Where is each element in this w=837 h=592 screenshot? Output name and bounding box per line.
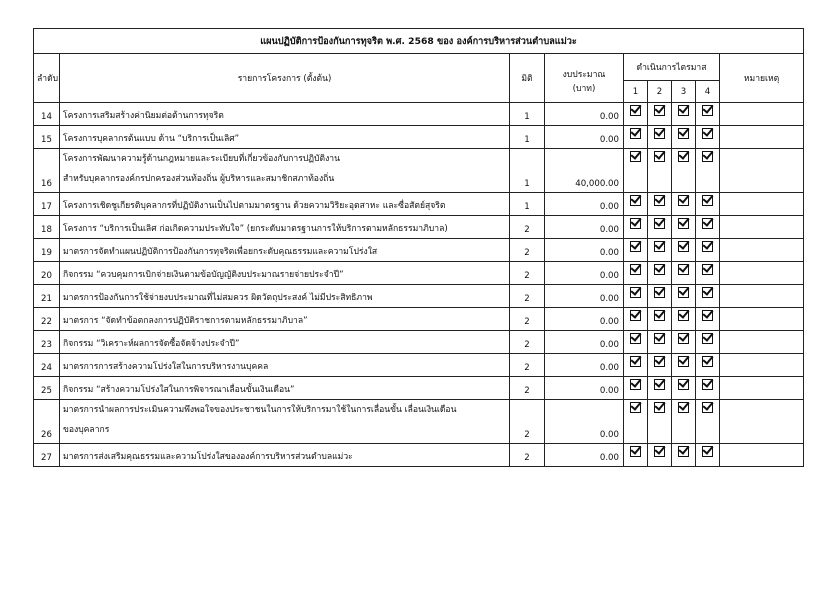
checked-box-icon — [678, 195, 689, 206]
remark-cell — [720, 331, 804, 354]
quarter-q2-cell — [648, 308, 672, 331]
table-row — [34, 126, 804, 149]
quarter-q2-cell — [648, 103, 672, 126]
row-number: 18 — [34, 216, 60, 239]
project-name-line: โครงการ “บริการเป็นเลิศ ก่อเกิดความประทับใจ” (ยกระดับมาตรฐานการให้บริการตามหลักธรรมาภิบาล) — [63, 224, 448, 234]
checked-box-icon — [678, 105, 689, 116]
quarter-q2-cell — [648, 239, 672, 262]
table-row — [34, 331, 804, 354]
checked-box-icon — [654, 218, 665, 229]
checked-box-icon — [630, 356, 641, 367]
quarter-q1-cell — [624, 216, 648, 239]
remark-cell — [720, 193, 804, 216]
quarter-q4-cell — [696, 285, 720, 308]
project-name-line: กิจกรรม “วิเคราะห์ผลการจัดซื้อจัดจ้างประจำปี” — [63, 339, 240, 349]
quarter-q3-cell — [672, 377, 696, 400]
checked-box-icon — [702, 105, 713, 116]
remark-cell — [720, 126, 804, 149]
budget-value: 0.00 — [545, 377, 624, 400]
remark-cell — [720, 285, 804, 308]
remark-cell — [720, 377, 804, 400]
checked-box-icon — [702, 218, 713, 229]
quarter-q3-cell — [672, 262, 696, 285]
row-number: 19 — [34, 239, 60, 262]
checked-box-icon — [678, 218, 689, 229]
checked-box-icon — [678, 446, 689, 457]
quarter-q4-cell — [696, 193, 720, 216]
row-number: 15 — [34, 126, 60, 149]
project-name — [60, 400, 510, 444]
remark-cell — [720, 262, 804, 285]
header-q2: 2 — [648, 81, 672, 103]
budget-value: 0.00 — [545, 444, 624, 467]
dimension-value: 1 — [510, 126, 545, 149]
project-name — [60, 308, 510, 331]
row-number: 17 — [34, 193, 60, 216]
checked-box-icon — [630, 287, 641, 298]
table-row — [34, 149, 804, 193]
quarter-q3-cell — [672, 354, 696, 377]
checked-box-icon — [654, 310, 665, 321]
quarter-q4-cell — [696, 126, 720, 149]
checked-box-icon — [654, 402, 665, 413]
quarter-q3-cell — [672, 216, 696, 239]
dimension-value: 2 — [510, 331, 545, 354]
quarter-q1-cell — [624, 308, 648, 331]
dimension-value: 1 — [510, 193, 545, 216]
checked-box-icon — [630, 402, 641, 413]
quarter-q1-cell — [624, 377, 648, 400]
document-sheet — [33, 28, 803, 467]
quarter-q3-cell — [672, 239, 696, 262]
checked-box-icon — [630, 241, 641, 252]
table-row — [34, 354, 804, 377]
remark-cell — [720, 216, 804, 239]
table-row — [34, 308, 804, 331]
project-name — [60, 354, 510, 377]
row-number: 22 — [34, 308, 60, 331]
quarter-q2-cell — [648, 149, 672, 193]
quarter-q4-cell — [696, 400, 720, 444]
quarter-q2-cell — [648, 377, 672, 400]
checked-box-icon — [702, 287, 713, 298]
checked-box-icon — [630, 446, 641, 457]
project-name-line: โครงการบุคลากรต้นแบบ ด้าน “บริการเป็นเลิศ” — [63, 134, 240, 144]
quarter-q3-cell — [672, 126, 696, 149]
checked-box-icon — [702, 402, 713, 413]
quarter-q2-cell — [648, 126, 672, 149]
project-name — [60, 331, 510, 354]
dimension-value: 2 — [510, 239, 545, 262]
remark-cell — [720, 103, 804, 126]
remark-cell — [720, 354, 804, 377]
checked-box-icon — [702, 195, 713, 206]
quarter-q1-cell — [624, 193, 648, 216]
quarter-q2-cell — [648, 331, 672, 354]
quarter-q3-cell — [672, 193, 696, 216]
checked-box-icon — [702, 446, 713, 457]
quarter-q3-cell — [672, 308, 696, 331]
remark-cell — [720, 444, 804, 467]
project-name-line: มาตรการส่งเสริมคุณธรรมและความโปร่งใสขององค์การบริหารส่วนตำบลแม่วะ — [63, 452, 353, 462]
project-name-line: มาตรการนำผลการประเมินความพึงพอใจของประชาชนในการให้บริการมาใช้ในการเลื่อนขั้น เลื่อนเงินเดือน — [63, 405, 457, 415]
project-name — [60, 103, 510, 126]
dimension-value: 2 — [510, 308, 545, 331]
quarter-q4-cell — [696, 377, 720, 400]
checked-box-icon — [702, 310, 713, 321]
checked-box-icon — [702, 128, 713, 139]
quarter-q2-cell — [648, 400, 672, 444]
quarter-q2-cell — [648, 354, 672, 377]
checked-box-icon — [654, 379, 665, 390]
quarter-q3-cell — [672, 331, 696, 354]
project-name-line: โครงการพัฒนาความรู้ด้านกฎหมายและระเบียบที่เกี่ยวข้องกับการปฏิบัติงาน — [63, 154, 340, 164]
checked-box-icon — [630, 379, 641, 390]
row-number: 26 — [34, 400, 60, 444]
project-name — [60, 262, 510, 285]
quarter-q4-cell — [696, 216, 720, 239]
checked-box-icon — [702, 241, 713, 252]
checked-box-icon — [702, 264, 713, 275]
checked-box-icon — [678, 128, 689, 139]
row-number: 16 — [34, 149, 60, 193]
remark-cell — [720, 239, 804, 262]
project-name-line: มาตรการป้องกันการใช้จ่ายงบประมาณที่ไม่สมควร ผิดวัตถุประสงค์ ไม่มีประสิทธิภาพ — [63, 293, 373, 303]
project-name — [60, 216, 510, 239]
checked-box-icon — [630, 264, 641, 275]
quarter-q3-cell — [672, 444, 696, 467]
quarter-q2-cell — [648, 216, 672, 239]
quarter-q1-cell — [624, 149, 648, 193]
project-name — [60, 193, 510, 216]
table-row — [34, 193, 804, 216]
dimension-value: 2 — [510, 262, 545, 285]
header-dimension: มิติ — [510, 54, 545, 103]
row-number: 25 — [34, 377, 60, 400]
project-name-line: กิจกรรม “สร้างความโปร่งใสในการพิจารณาเลื่อนขั้นเงินเดือน” — [63, 385, 295, 395]
plan-table — [33, 28, 804, 467]
checked-box-icon — [678, 333, 689, 344]
budget-value: 0.00 — [545, 400, 624, 444]
quarter-q1-cell — [624, 444, 648, 467]
project-name — [60, 377, 510, 400]
checked-box-icon — [702, 151, 713, 162]
dimension-value: 2 — [510, 354, 545, 377]
checked-box-icon — [630, 151, 641, 162]
quarter-q4-cell — [696, 103, 720, 126]
budget-value: 0.00 — [545, 354, 624, 377]
checked-box-icon — [678, 310, 689, 321]
dimension-value: 1 — [510, 149, 545, 193]
quarter-q1-cell — [624, 262, 648, 285]
project-name-line: มาตรการ “จัดทำข้อตกลงการปฏิบัติราชการตามหลักธรรมาภิบาล” — [63, 316, 308, 326]
budget-value: 0.00 — [545, 193, 624, 216]
table-row — [34, 239, 804, 262]
project-name-line: โครงการเชิดชูเกียรติบุคลากรที่ปฏิบัติงานเป็นไปตามมาตรฐาน ด้วยความวิริยะอุตสาหะ และซื่อสัตย์สุจริต — [63, 201, 446, 211]
row-number: 14 — [34, 103, 60, 126]
quarter-q4-cell — [696, 149, 720, 193]
plan-rows — [34, 103, 804, 467]
checked-box-icon — [678, 287, 689, 298]
project-name-line: มาตรการจัดทำแผนปฏิบัติการป้องกันการทุจริตเพื่อยกระดับคุณธรรมและความโปร่งใส — [63, 247, 378, 257]
checked-box-icon — [678, 241, 689, 252]
quarter-q2-cell — [648, 193, 672, 216]
quarter-q1-cell — [624, 354, 648, 377]
header-order: ลำดับ — [34, 54, 60, 103]
table-row — [34, 400, 804, 444]
project-name — [60, 444, 510, 467]
quarter-q4-cell — [696, 262, 720, 285]
checked-box-icon — [678, 264, 689, 275]
checked-box-icon — [654, 241, 665, 252]
project-name-line: กิจกรรม “ควบคุมการเบิกจ่ายเงินตามข้อบัญญัติงบประมาณรายจ่ายประจำปี” — [63, 270, 344, 280]
checked-box-icon — [702, 333, 713, 344]
row-number: 21 — [34, 285, 60, 308]
checked-box-icon — [654, 446, 665, 457]
quarter-q3-cell — [672, 103, 696, 126]
project-name — [60, 126, 510, 149]
header-project: รายการโครงการ (ตั้งต้น) — [60, 54, 510, 103]
budget-value: 0.00 — [545, 262, 624, 285]
quarter-q3-cell — [672, 285, 696, 308]
project-name — [60, 239, 510, 262]
project-name-line: ของบุคลากร — [63, 425, 110, 435]
checked-box-icon — [630, 195, 641, 206]
project-name-line: สำหรับบุคลากรองค์กรปกครองส่วนท้องถิ่น ผู้บริหารและสมาชิกสภาท้องถิ่น — [63, 174, 335, 184]
project-name — [60, 149, 510, 193]
dimension-value: 2 — [510, 285, 545, 308]
table-row — [34, 262, 804, 285]
table-row — [34, 216, 804, 239]
budget-value: 0.00 — [545, 126, 624, 149]
checked-box-icon — [630, 218, 641, 229]
checked-box-icon — [654, 151, 665, 162]
budget-value: 0.00 — [545, 308, 624, 331]
checked-box-icon — [654, 264, 665, 275]
quarter-q1-cell — [624, 331, 648, 354]
dimension-value: 1 — [510, 103, 545, 126]
quarter-q4-cell — [696, 444, 720, 467]
quarter-q4-cell — [696, 239, 720, 262]
checked-box-icon — [678, 379, 689, 390]
header-remark: หมายเหตุ — [720, 54, 804, 103]
checked-box-icon — [702, 379, 713, 390]
budget-value: 0.00 — [545, 331, 624, 354]
budget-value: 0.00 — [545, 216, 624, 239]
quarter-q4-cell — [696, 354, 720, 377]
checked-box-icon — [654, 195, 665, 206]
quarter-q3-cell — [672, 400, 696, 444]
project-name — [60, 285, 510, 308]
checked-box-icon — [654, 356, 665, 367]
dimension-value: 2 — [510, 400, 545, 444]
quarter-q3-cell — [672, 149, 696, 193]
checked-box-icon — [630, 310, 641, 321]
checked-box-icon — [654, 287, 665, 298]
row-number: 24 — [34, 354, 60, 377]
checked-box-icon — [678, 402, 689, 413]
table-row — [34, 444, 804, 467]
dimension-value: 2 — [510, 444, 545, 467]
header-budget-line2: (บาท) — [545, 81, 624, 103]
checked-box-icon — [654, 128, 665, 139]
quarter-q1-cell — [624, 285, 648, 308]
header-quarter-group: ดำเนินการไตรมาส — [624, 54, 720, 81]
table-row — [34, 103, 804, 126]
row-number: 20 — [34, 262, 60, 285]
budget-value: 0.00 — [545, 285, 624, 308]
header-q1: 1 — [624, 81, 648, 103]
remark-cell — [720, 400, 804, 444]
checked-box-icon — [630, 128, 641, 139]
budget-value: 0.00 — [545, 239, 624, 262]
checked-box-icon — [630, 105, 641, 116]
quarter-q4-cell — [696, 308, 720, 331]
table-row — [34, 285, 804, 308]
project-name-line: โครงการเสริมสร้างค่านิยมต่อต้านการทุจริต — [63, 111, 224, 121]
quarter-q2-cell — [648, 285, 672, 308]
quarter-q4-cell — [696, 331, 720, 354]
budget-value: 0.00 — [545, 103, 624, 126]
header-q3: 3 — [672, 81, 696, 103]
checked-box-icon — [702, 356, 713, 367]
quarter-q1-cell — [624, 126, 648, 149]
quarter-q2-cell — [648, 262, 672, 285]
quarter-q1-cell — [624, 400, 648, 444]
checked-box-icon — [654, 333, 665, 344]
remark-cell — [720, 308, 804, 331]
dimension-value: 2 — [510, 216, 545, 239]
dimension-value: 2 — [510, 377, 545, 400]
header-budget-line1: งบประมาณ — [545, 54, 624, 81]
project-name-line: มาตรการการสร้างความโปร่งใสในการบริหารงานบุคคล — [63, 362, 269, 372]
row-number: 27 — [34, 444, 60, 467]
checked-box-icon — [678, 356, 689, 367]
document-title: แผนปฏิบัติการป้องกันการทุจริต พ.ศ. 2568 ของ องค์การบริหารส่วนตำบลแม่วะ — [34, 29, 804, 54]
row-number: 23 — [34, 331, 60, 354]
checked-box-icon — [654, 105, 665, 116]
checked-box-icon — [678, 151, 689, 162]
quarter-q2-cell — [648, 444, 672, 467]
table-row — [34, 377, 804, 400]
remark-cell — [720, 149, 804, 193]
budget-value: 40,000.00 — [545, 149, 624, 193]
quarter-q1-cell — [624, 239, 648, 262]
quarter-q1-cell — [624, 103, 648, 126]
header-q4: 4 — [696, 81, 720, 103]
checked-box-icon — [630, 333, 641, 344]
